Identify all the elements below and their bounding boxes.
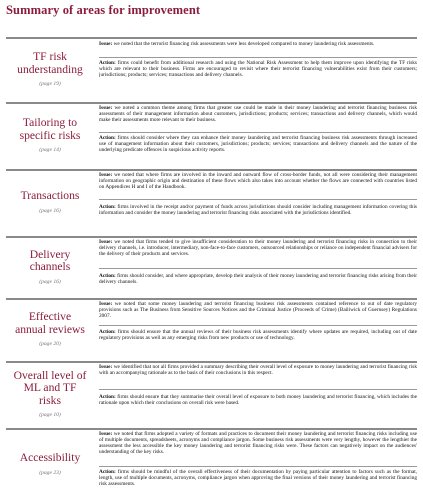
page-reference: (page 20) (39, 341, 61, 347)
page-reference: (page 19) (39, 81, 61, 87)
page-reference: (page 16) (39, 278, 61, 285)
action-label: Action: (99, 469, 116, 475)
issue-body: we noted that where firms are involved in the inward and outward flow of cross-border funds, not all were considering their management information on geographic origin and destination of these flows which also takes into account whether the flows are connected with countries listed on Appendices H and I of the Handbook. (99, 172, 417, 191)
issue-body: we noted that some money laundering and terrorist financing business risk assessments contained reference to out of date regulatory provisions such as The Business from Sensitive Sources Notices and the Criminal Justice (Proceeds of Crime) (Bailiwick of Guernsey) Regulations 2007. (99, 301, 417, 320)
action-body: firms should ensure that the annual reviews of their business risk assessments identify where updates are required, including out of date regulatory provisions as well as any emerging risks from new products or use of technology. (99, 329, 417, 342)
issue-label: Issue: (99, 239, 113, 245)
page-reference: (page 10) (39, 412, 61, 419)
section-overall-level-of-risks (0, 361, 423, 427)
category-label: Effective annual reviews (15, 310, 85, 336)
section-body (99, 169, 417, 235)
action-text (99, 394, 417, 414)
section-body (99, 361, 417, 427)
action-text (99, 135, 417, 168)
issue-text (99, 301, 417, 321)
block-divider (99, 57, 417, 58)
issue-body: we identified that not all firms provided a summary describing their overall level of exposure to money laundering and terrorist financing risk with an accompanying rationale as to the basis of their conclusions in this respect. (99, 364, 417, 377)
block-divider (99, 325, 417, 326)
category-label: Tailoring to specific risks (19, 116, 81, 142)
block-divider (99, 268, 417, 269)
category-label: Accessibility (19, 451, 81, 465)
action-label: Action: (99, 135, 116, 141)
section-body (99, 428, 417, 500)
action-body: firms should ensure that they summarise their overall level of exposure to both money laundering and terrorist financing, which includes the rationale upon which their conclusions on overall risk were based. (99, 394, 417, 407)
issue-body: we noted that firms adopted a variety of formats and practices to document their money laundering and terrorist financing risks including use of multiple documents, spreadsheets, acronyms and compliance jargon. Some business risk assessments were very lengthy, however the lengthier the assessment the less accessible the key money laundering and terrorist financing risks were. These factors can negatively impact on the audiences' understanding of the key risks. (99, 431, 417, 456)
page-reference: (page 23) (39, 469, 61, 476)
action-body: firms should be mindful of the overall effectiveness of their documentation by paying particular attention to factors such as the format, length, use of multiple documents, acronyms, compliance jargon when approving the final versions of their money laundering and terrorist financing risk assessments. (99, 469, 417, 488)
issue-label: Issue: (99, 105, 113, 111)
category-label: Transactions (20, 189, 80, 203)
section-heading (6, 102, 94, 168)
section-accessibility (0, 428, 423, 500)
section-body (99, 37, 417, 101)
section-body (99, 298, 417, 360)
action-label: Action: (99, 273, 116, 279)
issue-text (99, 41, 417, 55)
section-heading (6, 37, 94, 101)
action-text (99, 469, 417, 495)
category-label: Overall level of ML and TF risks (13, 368, 87, 407)
action-body: firms should consider, and where appropriate, develop their analysis of their money laundering and terrorist financing risks arising from their delivery channels. (99, 273, 417, 286)
section-heading (6, 298, 94, 360)
block-divider (99, 132, 417, 133)
action-body: firms involved in the receipt and/or payment of funds across jurisdictions should consider including management information covering this information and consider the money laundering and terrorist financing risks associated with the jurisdictions identified. (99, 204, 417, 217)
section-transactions (0, 169, 423, 235)
action-body: firms should consider where they can enhance their money laundering and terrorist financing business risk assessments through increased use of management information about their customers, jurisdictions; products; services; transactions and delivery channels and the nature of the underlying predicate offences in suspicious activity reports. (99, 135, 417, 154)
section-heading (6, 361, 94, 427)
issue-label: Issue: (99, 41, 113, 47)
issue-body: we noted that firms tended to give insufficient consideration to their money laundering and terrorist financing risks in connection to their delivery channels, i.e. introducer, intermediary, non-face-to-face customers, outsourced relationships or reliance on independent financial advisers for the delivery of their products and services. (99, 239, 417, 258)
issue-text (99, 172, 417, 197)
action-text (99, 204, 417, 229)
page-title: Summary of areas for improvement (6, 3, 201, 17)
block-divider (99, 199, 417, 200)
issue-body: we noted that the terrorist financing risk assessments were less developed compared to money laundering risk assessments. (112, 41, 375, 47)
section-tf-risk-understanding (0, 37, 423, 101)
section-heading (6, 428, 94, 500)
section-heading (6, 236, 94, 297)
issue-body: we noted a common theme among firms that greater use could be made in their money laundering and terrorist financing business risk assessments of their management information about customers, jurisdictions; products; services; transactions and delivery channels, which would make their assessments more relevant to their business. (99, 105, 417, 124)
action-label: Action: (99, 204, 116, 210)
section-body (99, 236, 417, 297)
section-effective-annual-reviews (0, 298, 423, 360)
action-text (99, 60, 417, 100)
action-body: firms could benefit from additional research and using the National Risk Assessment to help them improve upon identifying the TF risks which are relevant to their business. Firms are encouraged to revisit where their terrorist financing vulnerabilities exist from their customers; jurisdictions; products; services; transactions and delivery channels. (99, 60, 417, 79)
issue-label: Issue: (99, 172, 113, 178)
action-label: Action: (99, 329, 116, 335)
issue-label: Issue: (99, 431, 113, 437)
block-divider (99, 389, 417, 390)
section-body (99, 102, 417, 168)
action-label: Action: (99, 394, 116, 400)
page-reference: (page 14) (39, 147, 61, 153)
issue-text (99, 364, 417, 384)
action-label: Action: (99, 60, 116, 66)
issue-text (99, 239, 417, 264)
block-divider (99, 466, 417, 467)
category-label: Delivery channels (29, 247, 71, 273)
issue-text (99, 431, 417, 463)
issue-label: Issue: (99, 301, 113, 307)
action-text (99, 273, 417, 287)
action-text (99, 329, 417, 349)
category-label: TF risk understanding (17, 50, 83, 76)
section-heading (6, 169, 94, 235)
issue-text (99, 105, 417, 130)
page-reference: (page 16) (39, 207, 61, 214)
section-delivery-channels (0, 236, 423, 297)
section-tailoring-to-specific-risks (0, 102, 423, 168)
issue-label: Issue: (99, 364, 113, 370)
